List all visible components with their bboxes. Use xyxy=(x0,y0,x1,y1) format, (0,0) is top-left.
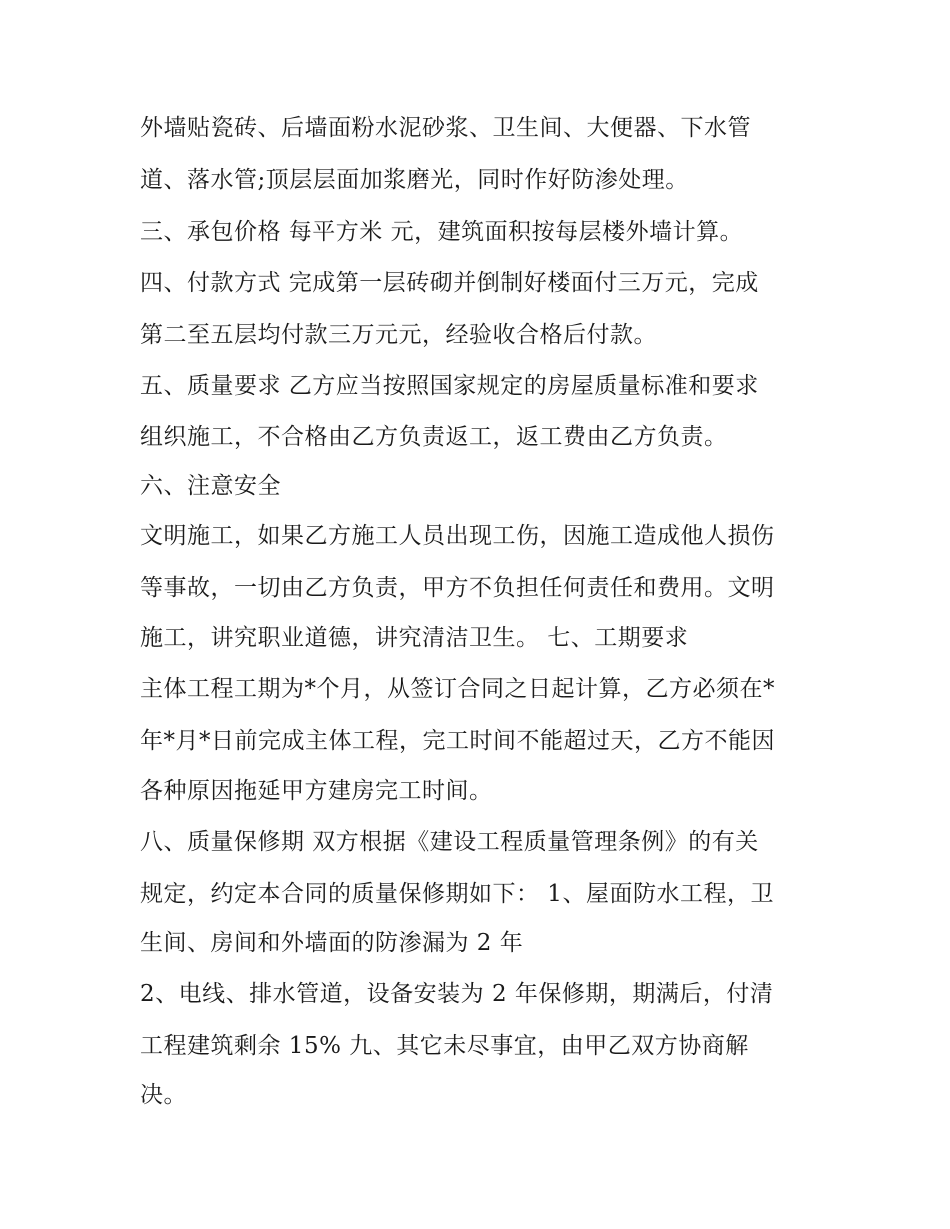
text-line: 工程建筑剩余 15% 九、其它未尽事宜，由甲乙双方协商解 xyxy=(140,1033,749,1059)
text-line: 文明施工，如果乙方施工人员出现工伤，因施工造成他人损伤 xyxy=(140,523,775,549)
text-line: 施工，讲究职业道德，讲究清洁卫生。 七、工期要求 xyxy=(140,625,689,651)
text-line: 三、承包价格 每平方米 元，建筑面积按每层楼外墙计算。 xyxy=(140,219,744,245)
text-line: 组织施工，不合格由乙方负责返工，返工费由乙方负责。 xyxy=(140,424,728,450)
text-line: 生间、房间和外墙面的防渗漏为 2 年 xyxy=(140,930,524,956)
text-line: 规定，约定本合同的质量保修期如下： 1、屋面防水工程，卫 xyxy=(140,881,774,907)
text-line: 各种原因拖延甲方建房完工时间。 xyxy=(140,778,493,804)
text-line: 主体工程工期为*个月，从签订合同之日起计算，乙方必须在* xyxy=(140,676,775,702)
section-heading: 六、注意安全 xyxy=(140,473,281,499)
text-line: 第二至五层均付款三万元元，经验收合格后付款。 xyxy=(140,322,657,348)
text-line: 八、质量保修期 双方根据《建设工程质量管理条例》的有关 xyxy=(140,829,759,855)
text-line: 等事故，一切由乙方负责，甲方不负担任何责任和费用。文明 xyxy=(140,575,775,601)
text-line: 年*月*日前完成主体工程，完工时间不能超过天，乙方不能因 xyxy=(140,728,775,754)
text-line: 道、落水管;顶层层面加浆磨光，同时作好防渗处理。 xyxy=(140,167,689,193)
text-line: 决。 xyxy=(140,1082,187,1108)
text-line: 四、付款方式 完成第一层砖砌并倒制好楼面付三万元，完成 xyxy=(140,270,759,296)
text-line: 五、质量要求 乙方应当按照国家规定的房屋质量标准和要求 xyxy=(140,373,759,399)
text-line: 2、电线、排水管道，设备安装为 2 年保修期，期满后，付清 xyxy=(140,981,774,1007)
text-line: 外墙贴瓷砖、后墙面粉水泥砂浆、卫生间、大便器、下水管 xyxy=(140,115,751,141)
